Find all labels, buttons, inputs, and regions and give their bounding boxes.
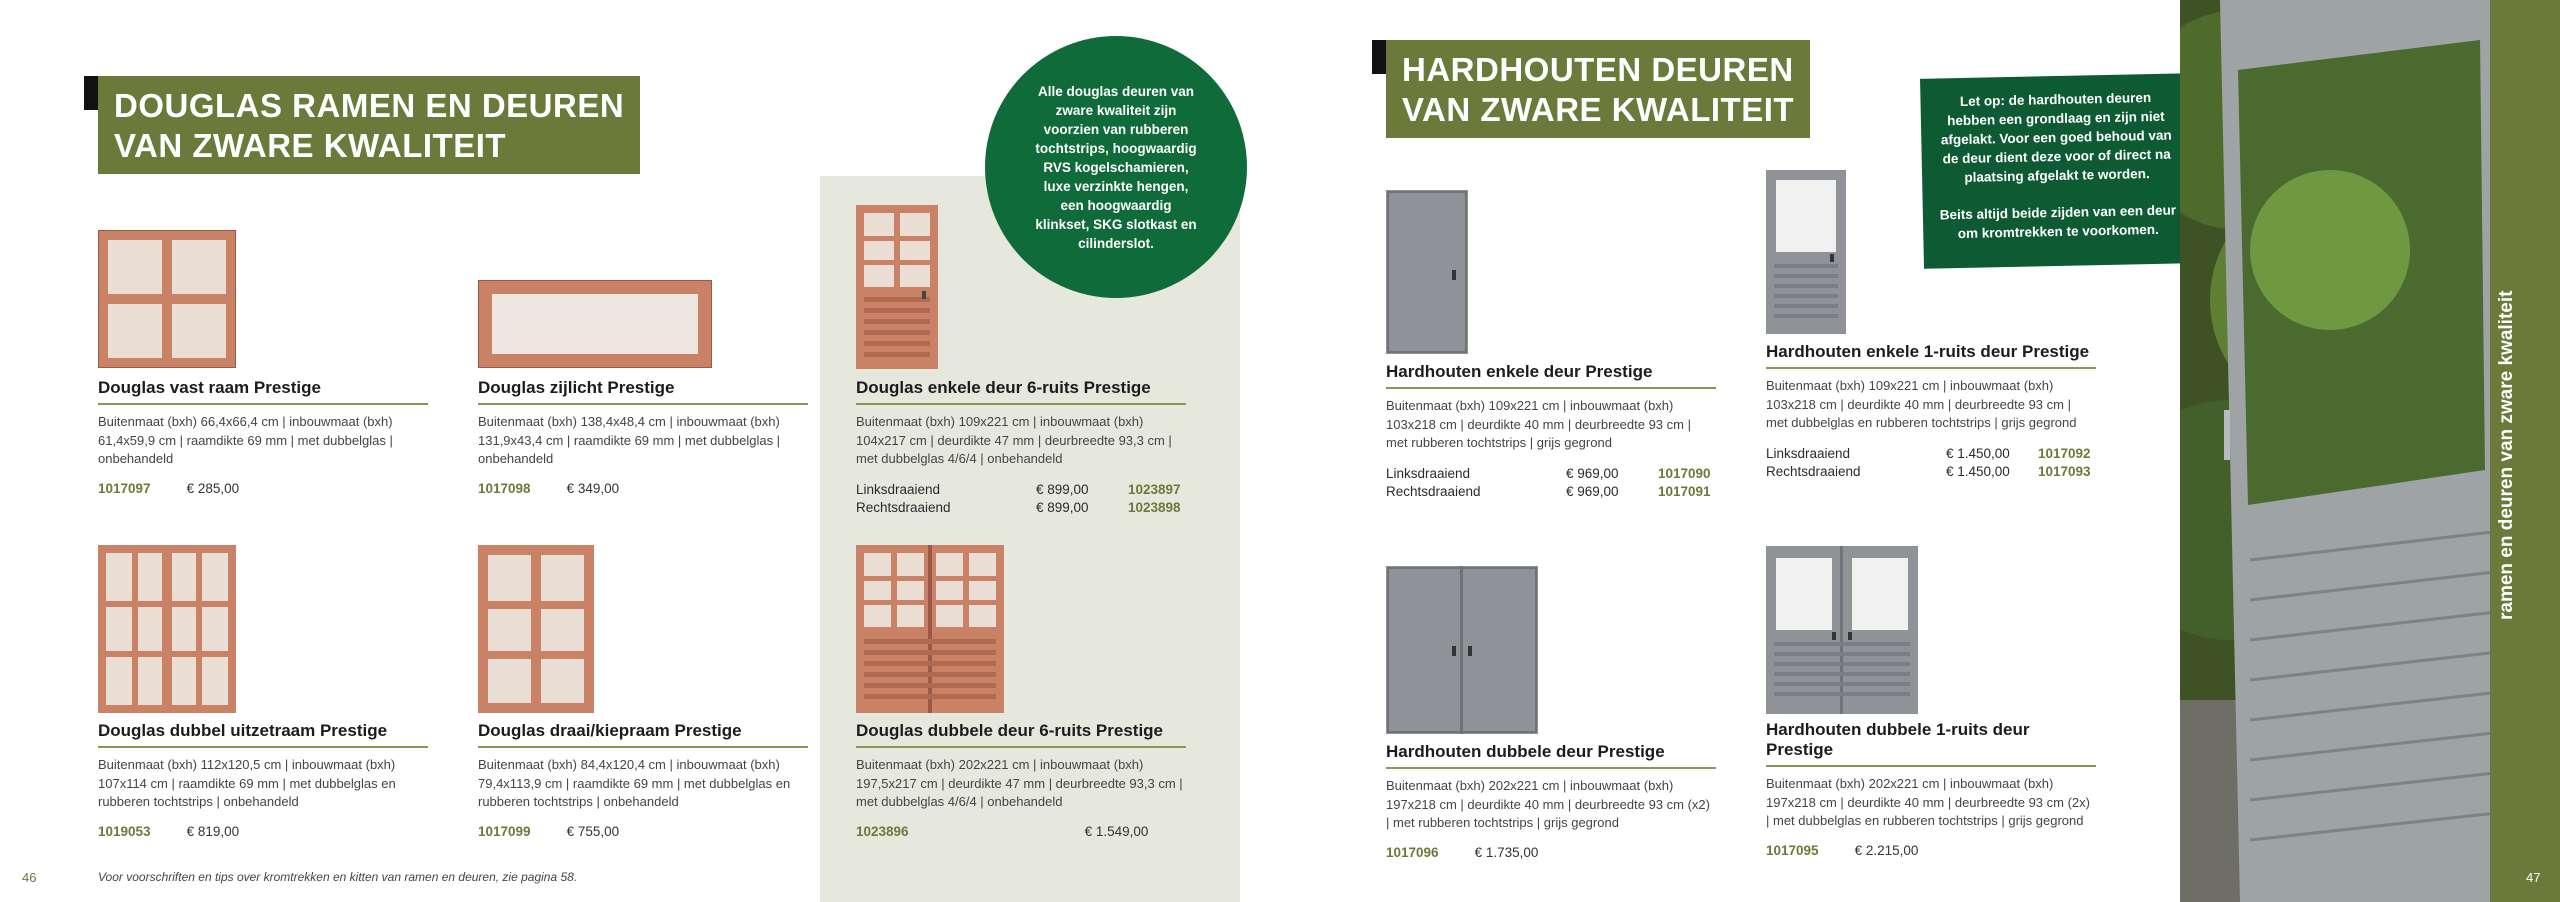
sidebar-text: ramen en deuren van zware kwaliteit — [2496, 290, 2517, 620]
product-description: Buitenmaat (bxh) 202x221 cm | inbouwmaat (bxh) 197x218 cm | deurdikte 40 mm | deurbreedte 93 cm (x2) | met rubberen tochtstrips | grijs gegrond — [1386, 778, 1710, 830]
hardhout-dubbele-1-ruits-image — [1766, 546, 1918, 714]
variant-label: Rechtsdraaiend — [856, 499, 951, 515]
variant-price: € 969,00 — [1566, 465, 1619, 481]
variant-row — [1386, 465, 1716, 483]
product-title: Douglas draai/kiepraam Prestige — [478, 721, 808, 748]
product-price: € 1.549,00 — [1084, 823, 1149, 839]
variant-code: 1017091 — [1658, 483, 1711, 499]
title-line: VAN ZWARE KWALITEIT — [114, 127, 507, 164]
note-paragraph: Let op: de hardhouten deuren hebben een grondlaag en zijn niet afgelakt. Voor een goed behoud van de deur dient deze voor of direct na plaatsing afgelakt te worden. — [1940, 90, 2172, 185]
product-card — [1766, 720, 2096, 858]
product-card — [98, 378, 428, 496]
product-description: Buitenmaat (bxh) 109x221 cm | inbouwmaat (bxh) 104x217 cm | deurdikte 47 mm | deurbreedte 93,3 cm | met dubbelglas 4/6/4 | onbehandeld — [856, 414, 1172, 466]
title-line: HARDHOUTEN DEUREN — [1402, 51, 1794, 88]
product-title: Hardhouten dubbele deur Prestige — [1386, 742, 1716, 769]
variant-row — [1766, 463, 2096, 481]
product-description: Buitenmaat (bxh) 109x221 cm | inbouwmaat (bxh) 103x218 cm | deurdikte 40 mm | deurbreedte 93 cm | met dubbelglas en rubberen tochtstrips | grijs gegrond — [1766, 378, 2077, 430]
maintenance-note — [1920, 73, 2194, 269]
variant-code: 1017093 — [2038, 463, 2091, 479]
variant-label: Rechtsdraaiend — [1386, 483, 1481, 499]
variant-price: € 1.450,00 — [1946, 463, 2010, 479]
product-title: Douglas dubbel uitzetraam Prestige — [98, 721, 428, 748]
product-code: 1017099 — [478, 823, 531, 839]
variant-code: 1017092 — [2038, 445, 2091, 461]
hardhout-enkele-1-ruits-image — [1766, 170, 1846, 334]
title-line: VAN ZWARE KWALITEIT — [1402, 91, 1795, 128]
product-code: 1017096 — [1386, 844, 1439, 860]
product-title: Douglas dubbele deur 6-ruits Prestige — [856, 721, 1186, 748]
douglas-vast-raam-image — [98, 230, 236, 368]
product-card — [1386, 742, 1716, 860]
product-code: 1017095 — [1766, 842, 1819, 858]
product-card — [856, 721, 1186, 839]
douglas-dubbel-uitzetraam-image — [98, 545, 236, 713]
variant-row — [856, 481, 1186, 499]
variant-code: 1023897 — [1128, 481, 1181, 497]
product-description: Buitenmaat (bxh) 202x221 cm | inbouwmaat (bxh) 197,5x217 cm | deurdikte 47 mm | deurbreedte 93,3 cm | met dubbelglas 4/6/4 | onbehandeld — [856, 757, 1183, 809]
features-circle — [985, 36, 1247, 298]
variant-list — [1766, 445, 2096, 481]
product-title: Douglas enkele deur 6-ruits Prestige — [856, 378, 1186, 405]
product-card — [1766, 342, 2096, 481]
right-page-title — [1386, 40, 1810, 138]
product-description: Buitenmaat (bxh) 138,4x48,4 cm | inbouwmaat (bxh) 131,9x43,4 cm | raamdikte 69 mm | met dubbelglas | onbehandeld — [478, 414, 781, 466]
douglas-zijlicht-image — [478, 280, 712, 368]
variant-label: Linksdraaiend — [1766, 445, 1851, 461]
product-price: € 349,00 — [566, 480, 620, 496]
product-description: Buitenmaat (bxh) 112x120,5 cm | inbouwmaat (bxh) 107x114 cm | raamdikte 69 mm | met dubbelglas en rubberen tochtstrips | onbehandeld — [98, 757, 396, 809]
product-title: Hardhouten enkele deur Prestige — [1386, 362, 1716, 389]
variant-row — [1766, 445, 2096, 463]
variant-row — [1386, 483, 1716, 501]
douglas-draai-kiepraam-image — [478, 545, 594, 713]
variant-price: € 899,00 — [1036, 499, 1089, 515]
variant-row — [856, 499, 1186, 517]
variant-label: Linksdraaiend — [1386, 465, 1471, 481]
product-title: Douglas zijlicht Prestige — [478, 378, 808, 405]
product-card — [478, 378, 808, 496]
product-card — [478, 721, 808, 839]
douglas-enkele-deur-image — [856, 205, 938, 369]
product-title: Hardhouten dubbele 1-ruits deur Prestige — [1766, 720, 2096, 767]
variant-label: Linksdraaiend — [856, 481, 941, 497]
product-title: Douglas vast raam Prestige — [98, 378, 428, 405]
product-price: € 2.215,00 — [1854, 842, 1919, 858]
note-paragraph: Beits altijd beide zijden van een deur om kromtrekken te voorkomen. — [1939, 202, 2177, 242]
left-page-title — [98, 76, 640, 174]
product-code: 1017097 — [98, 480, 151, 496]
variant-label: Rechtsdraaiend — [1766, 463, 1861, 479]
product-card — [1386, 362, 1716, 501]
product-description: Buitenmaat (bxh) 202x221 cm | inbouwmaat (bxh) 197x218 cm | deurdikte 40 mm | deurbreedte 93 cm (2x) | met dubbelglas en rubberen tochtstrips | grijs gegrond — [1766, 776, 2090, 828]
page-number-right: 47 — [2526, 870, 2541, 885]
title-line: DOUGLAS RAMEN EN DEUREN — [114, 87, 625, 124]
hardhout-dubbele-deur-image — [1386, 566, 1538, 734]
douglas-dubbele-deur-image — [856, 545, 1004, 713]
variant-list — [856, 481, 1186, 517]
product-card — [856, 378, 1186, 517]
variant-code: 1023898 — [1128, 499, 1181, 515]
variant-price: € 899,00 — [1036, 481, 1089, 497]
variant-list — [1386, 465, 1716, 501]
product-code: 1023896 — [856, 823, 909, 839]
product-code: 1019053 — [98, 823, 151, 839]
variant-price: € 1.450,00 — [1946, 445, 2010, 461]
product-description: Buitenmaat (bxh) 109x221 cm | inbouwmaat (bxh) 103x218 cm | deurdikte 40 mm | deurbreedte 93 cm | met rubberen tochtstrips | grijs gegrond — [1386, 398, 1691, 450]
hardhout-enkele-deur-image — [1386, 190, 1468, 354]
product-title: Hardhouten enkele 1-ruits deur Prestige — [1766, 342, 2096, 369]
product-card — [98, 721, 428, 839]
page-number-left: 46 — [22, 870, 37, 885]
variant-code: 1017090 — [1658, 465, 1711, 481]
product-price: € 1.735,00 — [1474, 844, 1539, 860]
features-circle-text: Alle douglas deuren van zware kwaliteit zijn voorzien van rubberen tochtstrips, hoogwaardig RVS kogelschamieren, luxe verzinkte hengen, een hoogwaardig klinkset, SKG slotkast en cilinderslot. — [1035, 83, 1197, 251]
product-price: € 285,00 — [186, 480, 240, 496]
footer-note: Voor voorschriften en tips over kromtrekken en kitten van ramen en deuren, zie pagina 58. — [98, 870, 578, 884]
product-description: Buitenmaat (bxh) 84,4x120,4 cm | inbouwmaat (bxh) 79,4x113,9 cm | raamdikte 69 mm | met dubbelglas en rubberen tochtstrips | onbehandeld — [478, 757, 791, 809]
product-price: € 755,00 — [566, 823, 620, 839]
product-code: 1017098 — [478, 480, 531, 496]
product-description: Buitenmaat (bxh) 66,4x66,4 cm | inbouwmaat (bxh) 61,4x59,9 cm | raamdikte 69 mm | met dubbelglas | onbehandeld — [98, 414, 393, 466]
variant-price: € 969,00 — [1566, 483, 1619, 499]
product-price: € 819,00 — [186, 823, 240, 839]
